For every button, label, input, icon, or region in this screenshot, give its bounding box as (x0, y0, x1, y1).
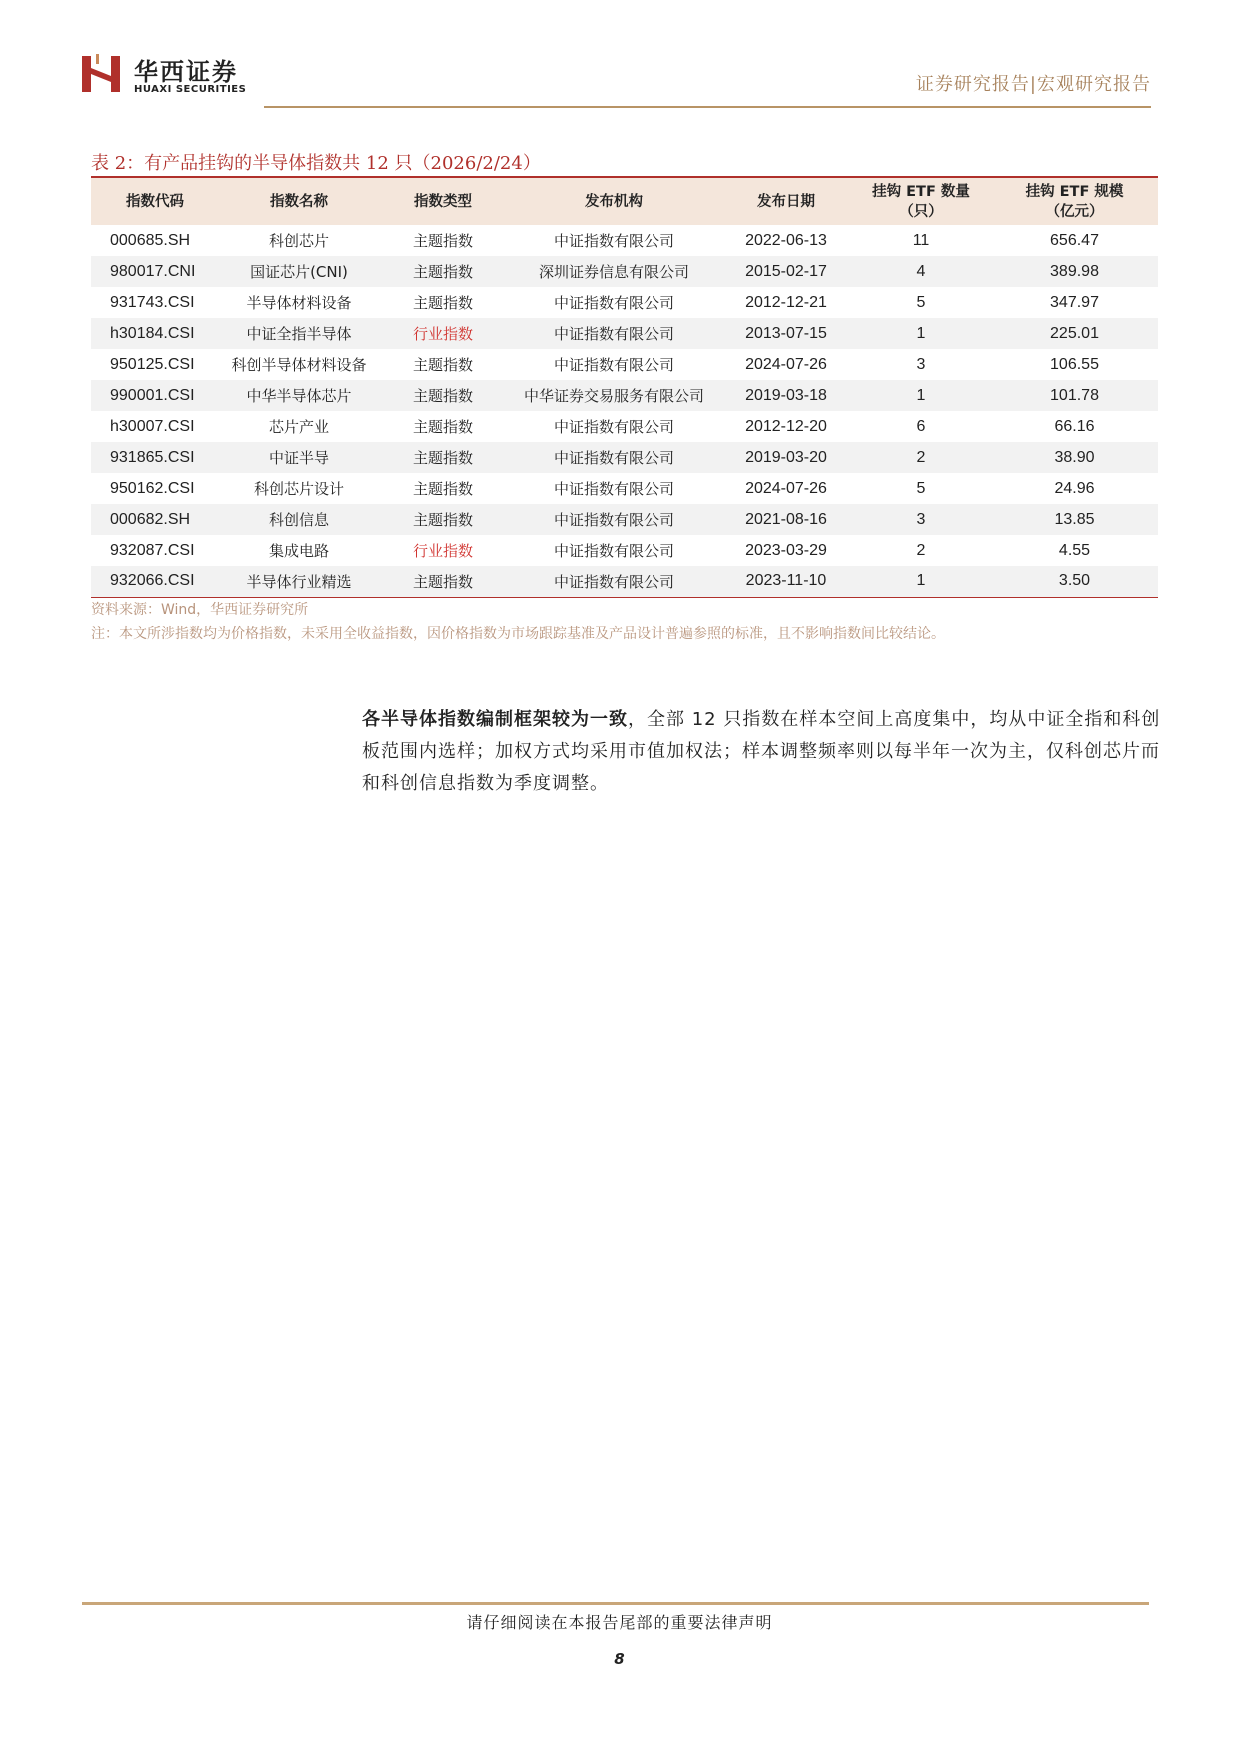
paragraph-lead: 各半导体指数编制框架较为一致 (362, 709, 628, 730)
cell-code: 932087.CSI (110, 541, 195, 559)
table-row (91, 504, 1158, 535)
cell-type: 主题指数 (412, 356, 473, 374)
column-header: 挂钩 ETF 数量 （只） (872, 183, 970, 220)
table-notes (91, 598, 1158, 646)
cell-name: 中证全指半导体 (246, 325, 352, 343)
cell-code: 980017.CNI (110, 262, 196, 280)
source-note: 资料来源：Wind，华西证券研究所 (91, 602, 309, 618)
cell-etf-count: 1 (916, 324, 926, 342)
cell-etf-count: 4 (916, 262, 926, 280)
table-row (91, 411, 1158, 442)
cell-date: 2019-03-20 (745, 448, 827, 466)
cell-date: 2023-03-29 (745, 541, 827, 559)
cell-code: 000682.SH (110, 510, 191, 528)
table-body (91, 225, 1158, 597)
cell-etf-count: 1 (916, 572, 926, 590)
cell-code: 931865.CSI (110, 448, 195, 466)
table-row (91, 535, 1158, 566)
cell-etf-count: 2 (916, 448, 926, 466)
legal-disclaimer: 请仔细阅读在本报告尾部的重要法律声明 (466, 1613, 773, 1632)
cell-name: 科创芯片设计 (253, 480, 344, 498)
cell-etf-size: 13.85 (1054, 510, 1095, 528)
cell-code: 000685.SH (110, 231, 191, 249)
column-header: 发布日期 (757, 193, 815, 210)
column-header: 发布机构 (585, 193, 643, 210)
cell-name: 国证芯片(CNI) (250, 263, 348, 281)
cell-code: 950162.CSI (110, 479, 195, 497)
cell-date: 2013-07-15 (745, 324, 827, 342)
cell-publisher: 中证指数有限公司 (553, 294, 674, 312)
cell-etf-size: 225.01 (1050, 324, 1099, 342)
cell-etf-size: 4.55 (1058, 541, 1091, 559)
cell-code: h30007.CSI (110, 417, 195, 435)
cell-type: 主题指数 (412, 449, 473, 467)
huaxi-logo-icon (82, 54, 122, 94)
cell-type: 主题指数 (412, 387, 473, 405)
cell-publisher: 中证指数有限公司 (553, 542, 674, 560)
cell-publisher: 中证指数有限公司 (553, 480, 674, 498)
cell-etf-size: 66.16 (1054, 417, 1095, 435)
table-row (91, 318, 1158, 349)
cell-type: 主题指数 (412, 263, 473, 281)
cell-etf-size: 38.90 (1054, 448, 1095, 466)
cell-etf-size: 3.50 (1058, 572, 1091, 590)
cell-code: 932066.CSI (110, 572, 195, 590)
cell-etf-count: 5 (916, 293, 926, 311)
column-header: 指数代码 (126, 193, 184, 210)
cell-date: 2021-08-16 (745, 510, 827, 528)
cell-date: 2012-12-21 (745, 293, 827, 311)
cell-publisher: 中证指数有限公司 (553, 418, 674, 436)
table-row (91, 566, 1158, 597)
cell-type: 行业指数 (412, 325, 473, 343)
cell-etf-count: 5 (916, 479, 926, 497)
cell-etf-size: 656.47 (1050, 231, 1099, 249)
cell-etf-count: 3 (916, 355, 926, 373)
cell-code: 950125.CSI (110, 355, 195, 373)
company-logo (82, 50, 252, 102)
table-row (91, 256, 1158, 287)
footer-divider (82, 1602, 1149, 1605)
column-header: 指数名称 (270, 193, 328, 210)
table-header-row (91, 177, 1158, 225)
cell-name: 半导体材料设备 (246, 294, 352, 312)
cell-publisher: 中证指数有限公司 (553, 572, 674, 591)
cell-etf-size: 347.97 (1050, 293, 1099, 311)
cell-type: 行业指数 (412, 542, 473, 560)
cell-name: 科创芯片 (268, 232, 329, 250)
paragraph-text: ，全部 12 只指数在样本空间上高度集中，均从中证全指和科创板范围内选样；加权方式均采用市值加权法；样本调整频率则以每半年一次为主，仅科创芯片而和科创信息指数为季度调整。 (362, 709, 1161, 794)
table-title: 表 2：有产品挂钩的半导体指数共 12 只（2026/2/24） (91, 153, 541, 174)
cell-etf-size: 101.78 (1050, 386, 1099, 404)
cell-date: 2022-06-13 (745, 231, 827, 249)
report-type: 证券研究报告|宏观研究报告 (915, 74, 1151, 95)
cell-type: 主题指数 (412, 511, 473, 529)
cell-etf-size: 389.98 (1050, 262, 1099, 280)
cell-name: 半导体行业精选 (246, 572, 352, 591)
table-row (91, 287, 1158, 318)
cell-publisher: 中华证券交易服务有限公司 (523, 387, 704, 405)
footnote: 注：本文所涉指数均为价格指数，未采用全收益指数，因价格指数为市场跟踪基准及产品设计普遍参照的标准，且不影响指数间比较结论。 (91, 626, 945, 642)
cell-type: 主题指数 (412, 480, 473, 498)
header-divider (264, 106, 1151, 108)
cell-name: 科创信息 (268, 511, 329, 529)
cell-publisher: 中证指数有限公司 (553, 449, 674, 467)
column-header: 指数类型 (414, 193, 472, 210)
cell-type: 主题指数 (412, 418, 473, 436)
cell-etf-count: 1 (916, 386, 926, 404)
cell-date: 2024-07-26 (745, 479, 827, 497)
cell-date: 2024-07-26 (745, 355, 827, 373)
cell-etf-size: 24.96 (1054, 479, 1095, 497)
cell-date: 2015-02-17 (745, 262, 827, 280)
cell-code: h30184.CSI (110, 324, 195, 342)
table-row (91, 473, 1158, 504)
table-row (91, 380, 1158, 411)
cell-type: 主题指数 (412, 572, 473, 591)
page-number: 8 (614, 1650, 625, 1668)
cell-date: 2023-11-10 (745, 572, 827, 590)
cell-name: 集成电路 (268, 542, 329, 560)
cell-name: 中华半导体芯片 (246, 387, 352, 405)
cell-date: 2019-03-18 (745, 386, 827, 404)
cell-etf-size: 106.55 (1050, 355, 1099, 373)
cell-etf-count: 11 (912, 231, 930, 249)
table-row (91, 442, 1158, 473)
cell-name: 中证半导 (268, 449, 329, 467)
cell-publisher: 中证指数有限公司 (553, 325, 674, 343)
cell-etf-count: 3 (916, 510, 926, 528)
table-row (91, 349, 1158, 380)
cell-type: 主题指数 (412, 294, 473, 312)
index-table (91, 176, 1158, 598)
cell-name: 芯片产业 (268, 418, 329, 436)
cell-date: 2012-12-20 (745, 417, 827, 435)
body-paragraph (362, 704, 1162, 800)
table-row (91, 225, 1158, 256)
cell-etf-count: 6 (916, 417, 926, 435)
column-header: 挂钩 ETF 规模 （亿元） (1025, 183, 1124, 220)
cell-publisher: 中证指数有限公司 (553, 232, 674, 250)
cell-code: 990001.CSI (110, 386, 195, 404)
company-name-cn: 华西证券 (134, 57, 238, 86)
cell-etf-count: 2 (916, 541, 926, 559)
cell-publisher: 深圳证券信息有限公司 (538, 263, 689, 281)
company-name-en: HUAXI SECURITIES (134, 84, 247, 95)
cell-name: 科创半导体材料设备 (231, 356, 367, 374)
cell-code: 931743.CSI (110, 293, 195, 311)
cell-publisher: 中证指数有限公司 (553, 511, 674, 529)
cell-publisher: 中证指数有限公司 (553, 356, 674, 374)
cell-type: 主题指数 (412, 232, 473, 250)
